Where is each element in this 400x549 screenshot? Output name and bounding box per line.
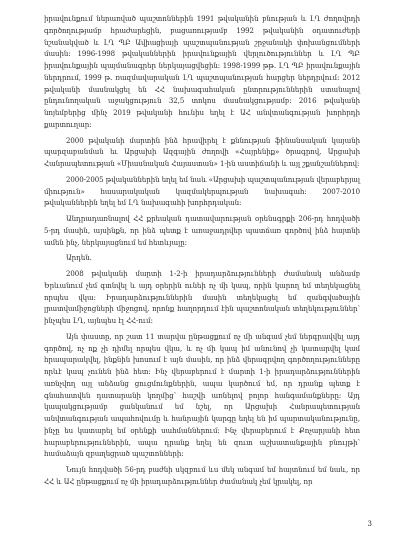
document-body bbox=[44, 14, 360, 489]
paragraph: 2000-2005 թվականներին եղել եմ նաև «Արցախի պաշտպանության վերաբերյալ միություն» հասարակական կազմակերպության նախագահ։ 2007-2010 թվականներին եղել եմ ԼՂ նախագահի խորհրդական։ bbox=[44, 175, 360, 208]
paragraph: Արդեն. bbox=[66, 254, 92, 263]
paragraph: 2008 թվականի մարտի 1-2-ի իրադարձությունների ժամանակ անձամբ Երևանում չեմ գտնվել և այդ օրերին ունեի ոչ մի կապ, որին կարող եմ տեղեկացնել որպես վկա։ Իրադարձություններին մասին տեղեկացել եմ զանգվածային լրատվամիջոցների միջոցով, որոնք հաղորդում էին պաշտոնական տեղեկություններ՝ ինչպես ԼՂ, այնպես էլ ՀՀ-ում։ bbox=[44, 270, 360, 325]
paragraph: 2000 թվականի մարտին ինձ հրավիրել է քննության ֆինանսական կայանի պարզաբանման եւ Արցախի Ազգային ժողովի «Հայրենիք» ծրագրով, Արցախի Հանրապետության «Միասնական Հայաստան» 1-ին աստիճանի և այլ շքանշաններով։ bbox=[44, 136, 360, 168]
paragraph: Այն փաստը, որ շատ 11 տարվա ընթացքում ոչ մի անգամ չեմ ներգրավվել այդ գործով, ոչ ոք չի դիմել որպես վկա, և ոչ մի կապ իմ անունով չի կատարվել կամ հրապարակվել, ինքնին խոսում է այն մասին, որ ինձ վերագրվող գործողությունները որևէ կապ չունեն ինձ հետ։ Ինչ վերաբերում է մարտի 1-ի իրադարձություններին առնչվող այլ անձանց ցուցմունքներին, ապա կարծում եմ, որ դրանք պետք է գնահատվեն դատարանի կողմից՝ հաշվի առնելով բոլոր հանգամանքները։ Այդ կապակցությամբ ցանկանում եմ նշել, որ Արցախի Հանրապետության անվտանգության ապահովումը և հանրային կարգը եղել են իմ պարտականությունը, ինչը ես կատարել եմ օրենքի սահմաններում։ Ինչ վերաբերում է Քոչարյանի հետ հարաբերություններին, ապա դրանք եղել են զուտ աշխատանքային բնույթի՝ համաձայն զբաղեցրած պաշտոնների։ bbox=[44, 332, 360, 459]
paragraph: Անդրադառնալով ՀՀ քրեական դատավարության օրենսգրքի 206-րդ հոդվածի 5-րդ մասին, այսինքն, որ ինձ պետք է առաջադրվեր պատճառ գործով ինձ հայտնի ամեն ինչ, ներկայացնում եմ հետևյալը։ bbox=[44, 215, 360, 247]
paragraph: Նույն հոդվածի 56-րդ բաժնի սկզբում ևս մեկ անգամ եմ հայտնում եմ նաև, որ ՀՀ և ԱՀ ընթացքում ոչ մի իրադարձություններ ժամանակ չեմ կրակել, որ bbox=[44, 466, 360, 486]
page-number: 3 bbox=[367, 520, 372, 528]
paragraph: իրավունքում ներառված պաշտոններին 1991 թվականին բնության և ԼՂ ժողովրդի գործողությամբ հրաժարեցին, բացառությամբ 1992 թվականին օդատուժերի նշանակված և ԼՂ ՊԲ Ավիացիայի պաշտպանության շրջանակի փոխանցումների մասին։ 1996-1998 թվականներին իրավունքային վերլուծություններ և ԼՂ ՊԲ իրավունքային պայմանագրեր ներկայացվեցին։ 1998-1999 թթ. ԼՂ ՊԲ իրավունքային ներդրում, 1999 թ. ռազմավարական ԼՂ պաշտպանության հարցեր ներդրվում։ 2012 թվականի մասնակցել են ՀՀ նախագահական ընտրություններին ստանալով ընդունողական աջակցություն 32,5 տոկոս մասնակցությամբ։ 2016 թվականի նոյեմբերից մինչ 2019 թվականի հունիս եղել է ԱՀ անվտանգության խորհրդի քարտուղար։ bbox=[44, 15, 360, 129]
